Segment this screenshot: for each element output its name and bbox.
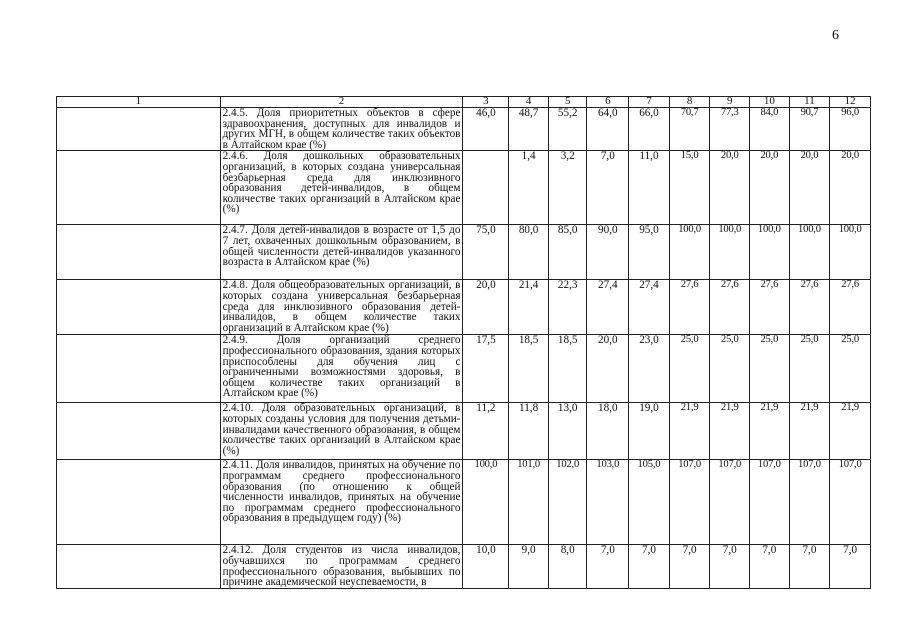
value-cell: 100,0 <box>710 225 750 280</box>
value-cell: 25,0 <box>750 335 790 403</box>
value-cell: 27,6 <box>750 280 790 335</box>
empty-cell <box>57 151 221 225</box>
value-cell: 7,0 <box>710 545 750 588</box>
table-row <box>57 151 871 225</box>
header-cell: 11 <box>789 97 830 108</box>
value-cell: 9,0 <box>509 545 549 588</box>
value-cell: 85,0 <box>548 225 587 280</box>
header-cell: 7 <box>629 97 670 108</box>
value-cell: 21,9 <box>669 403 710 460</box>
empty-cell <box>57 335 221 403</box>
value-cell <box>463 151 509 225</box>
empty-cell <box>57 545 221 588</box>
value-cell: 20,0 <box>789 151 830 225</box>
value-cell: 25,0 <box>830 335 871 403</box>
value-cell: 25,0 <box>669 335 710 403</box>
value-cell: 7,0 <box>587 545 629 588</box>
header-cell: 5 <box>548 97 587 108</box>
value-cell: 25,0 <box>710 335 750 403</box>
value-cell: 20,0 <box>587 335 629 403</box>
value-cell: 100,0 <box>669 225 710 280</box>
value-cell: 21,9 <box>750 403 790 460</box>
value-cell: 77,3 <box>710 108 750 151</box>
value-cell: 27,6 <box>830 280 871 335</box>
value-cell: 27,6 <box>789 280 830 335</box>
value-cell: 13,0 <box>548 403 587 460</box>
value-cell: 107,0 <box>669 460 710 545</box>
value-cell: 103,0 <box>587 460 629 545</box>
value-cell: 19,0 <box>629 403 670 460</box>
value-cell: 21,9 <box>710 403 750 460</box>
value-cell: 3,2 <box>548 151 587 225</box>
header-cell: 8 <box>669 97 710 108</box>
indicator-description: 2.4.11. Доля инвалидов, принятых на обучение по программам среднего профессионального образования (по отношению к общей численности инвалидов, принятых на обучение по программам среднего профессионального образования в предыдущем году) (%) <box>220 460 463 545</box>
value-cell: 22,3 <box>548 280 587 335</box>
value-cell: 46,0 <box>463 108 509 151</box>
value-cell: 27,6 <box>669 280 710 335</box>
value-cell: 70,7 <box>669 108 710 151</box>
value-cell: 7,0 <box>669 545 710 588</box>
table-row <box>57 108 871 151</box>
value-cell: 11,2 <box>463 403 509 460</box>
indicator-description: 2.4.8. Доля общеобразовательных организаций, в которых создана универсальная безбарьерная среда для инклюзивного образования детей-инвалидов, в общем количестве таких организаций в Алтайском крае (%) <box>220 280 463 335</box>
value-cell: 90,7 <box>789 108 830 151</box>
value-cell: 7,0 <box>789 545 830 588</box>
indicator-description: 2.4.5. Доля приоритетных объектов в сфере здравоохранения, доступных для инвалидов и других МГН, в общем количестве таких объектов в Алтайском крае (%) <box>220 108 463 151</box>
value-cell: 102,0 <box>548 460 587 545</box>
value-cell: 75,0 <box>463 225 509 280</box>
value-cell: 100,0 <box>789 225 830 280</box>
value-cell: 27,6 <box>710 280 750 335</box>
header-cell: 10 <box>750 97 790 108</box>
value-cell: 7,0 <box>750 545 790 588</box>
value-cell: 101,0 <box>509 460 549 545</box>
indicator-description: 2.4.9. Доля организаций среднего профессионального образования, здания которых приспособлены для обучения лиц с ограниченными возможностями здоровья, в общем количестве таких организаций в Алтайском крае (%) <box>220 335 463 403</box>
value-cell: 96,0 <box>830 108 871 151</box>
value-cell: 7,0 <box>830 545 871 588</box>
value-cell: 100,0 <box>463 460 509 545</box>
header-cell: 4 <box>509 97 549 108</box>
header-cell: 9 <box>710 97 750 108</box>
value-cell: 15,0 <box>669 151 710 225</box>
value-cell: 48,7 <box>509 108 549 151</box>
header-cell: 3 <box>463 97 509 108</box>
value-cell: 55,2 <box>548 108 587 151</box>
value-cell: 64,0 <box>587 108 629 151</box>
value-cell: 25,0 <box>789 335 830 403</box>
value-cell: 7,0 <box>587 151 629 225</box>
header-row <box>57 97 871 108</box>
header-cell: 12 <box>830 97 871 108</box>
empty-cell <box>57 460 221 545</box>
table-row <box>57 403 871 460</box>
value-cell: 21,9 <box>830 403 871 460</box>
value-cell: 107,0 <box>830 460 871 545</box>
value-cell: 20,0 <box>710 151 750 225</box>
value-cell: 20,0 <box>830 151 871 225</box>
value-cell: 23,0 <box>629 335 670 403</box>
empty-cell <box>57 280 221 335</box>
value-cell: 107,0 <box>750 460 790 545</box>
empty-cell <box>57 108 221 151</box>
indicator-description: 2.4.10. Доля образовательных организаций, в которых созданы условия для получения детьми-инвалидами качественного образования, в общем количестве таких организаций в Алтайском крае (%) <box>220 403 463 460</box>
value-cell: 107,0 <box>710 460 750 545</box>
value-cell: 1,4 <box>509 151 549 225</box>
value-cell: 18,5 <box>509 335 549 403</box>
value-cell: 11,0 <box>629 151 670 225</box>
table-row <box>57 280 871 335</box>
value-cell: 10,0 <box>463 545 509 588</box>
value-cell: 95,0 <box>629 225 670 280</box>
empty-cell <box>57 225 221 280</box>
header-cell: 2 <box>220 97 463 108</box>
value-cell: 21,9 <box>789 403 830 460</box>
value-cell: 100,0 <box>750 225 790 280</box>
value-cell: 18,0 <box>587 403 629 460</box>
value-cell: 27,4 <box>587 280 629 335</box>
value-cell: 27,4 <box>629 280 670 335</box>
value-cell: 17,5 <box>463 335 509 403</box>
header-cell: 1 <box>57 97 221 108</box>
value-cell: 7,0 <box>629 545 670 588</box>
header-cell: 6 <box>587 97 629 108</box>
value-cell: 20,0 <box>750 151 790 225</box>
table-row <box>57 460 871 545</box>
table-row <box>57 225 871 280</box>
value-cell: 80,0 <box>509 225 549 280</box>
value-cell: 21,4 <box>509 280 549 335</box>
indicator-description: 2.4.12. Доля студентов из числа инвалидов, обучавшихся по программам среднего профессионального образования, выбывших по причине академической неуспеваемости, в <box>220 545 463 588</box>
table-row <box>57 545 871 588</box>
value-cell: 107,0 <box>789 460 830 545</box>
value-cell: 11,8 <box>509 403 549 460</box>
indicator-table <box>56 96 871 589</box>
value-cell: 100,0 <box>830 225 871 280</box>
empty-cell <box>57 403 221 460</box>
value-cell: 66,0 <box>629 108 670 151</box>
page-number: 6 <box>832 28 839 43</box>
table-row <box>57 335 871 403</box>
indicator-description: 2.4.7. Доля детей-инвалидов в возрасте от 1,5 до 7 лет, охваченных дошкольным образованием, в общей численности детей-инвалидов указанного возраста в Алтайском крае (%) <box>220 225 463 280</box>
value-cell: 18,5 <box>548 335 587 403</box>
value-cell: 84,0 <box>750 108 790 151</box>
indicator-description: 2.4.6. Доля дошкольных образовательных организаций, в которых создана универсальная безбарьерная среда для инклюзивного образования детей-инвалидов, в общем количестве таких организаций в Алтайском крае (%) <box>220 151 463 225</box>
value-cell: 8,0 <box>548 545 587 588</box>
value-cell: 20,0 <box>463 280 509 335</box>
value-cell: 105,0 <box>629 460 670 545</box>
value-cell: 90,0 <box>587 225 629 280</box>
